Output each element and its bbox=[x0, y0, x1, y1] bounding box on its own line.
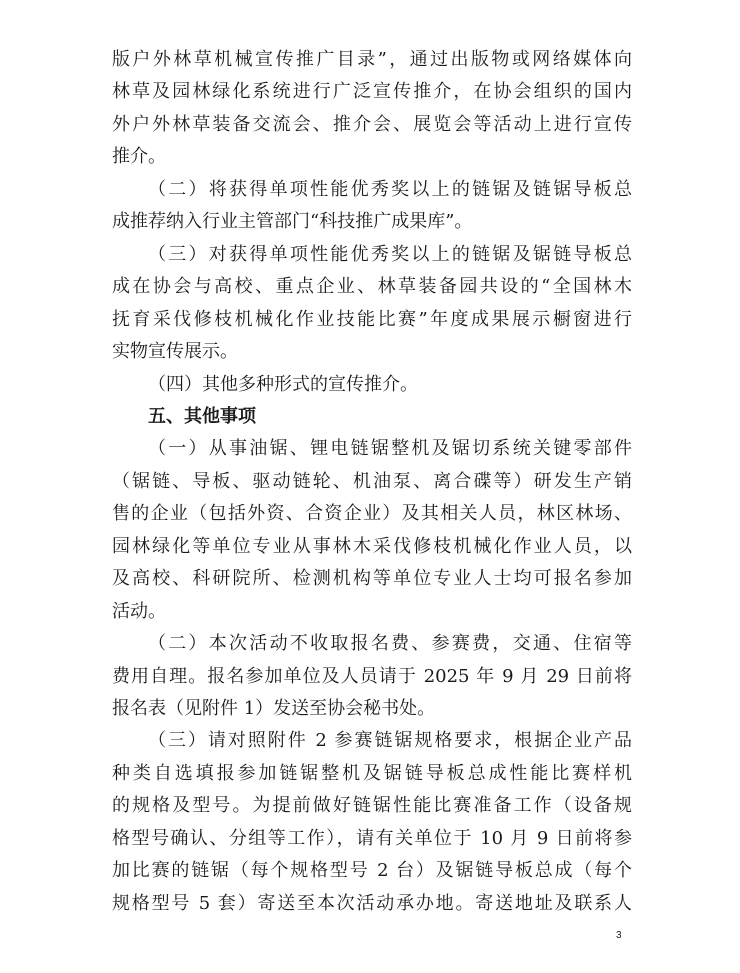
text-line: （二）本次活动不收取报名费、参赛费，交通、住宿等 bbox=[148, 633, 632, 654]
text-line: （三）请对照附件 2 参赛链锯规格要求，根据企业产品 bbox=[148, 730, 632, 751]
text-line: 抚育采伐修枝机械化作业技能比赛”年度成果展示橱窗进行 bbox=[112, 309, 632, 330]
text-line: 的规格及型号。为提前做好链锯性能比赛准备工作（设备规 bbox=[112, 795, 632, 816]
text-line: 外户外林草装备交流会、推介会、展览会等活动上进行宣传 bbox=[112, 114, 632, 135]
text-line: 版户外林草机械宣传推广目录”，通过出版物或网络媒体向 bbox=[112, 49, 632, 70]
text-line: 格型号确认、分组等工作），请有关单位于 10 月 9 日前将参 bbox=[112, 828, 632, 849]
text-line: 售的企业（包括外资、合资企业）及其相关人员，林区林场、 bbox=[112, 503, 632, 524]
page-number: 3 bbox=[616, 930, 622, 941]
text-line: 报名表（见附件 1）发送至协会秘书处。 bbox=[112, 698, 436, 719]
text-line: 成推荐纳入行业主管部门“科技推广成果库”。 bbox=[112, 211, 473, 232]
text-line: 活动。 bbox=[112, 601, 166, 622]
text-line: （锯链、导板、驱动链轮、机油泵、离合碟等）研发生产销 bbox=[112, 471, 632, 492]
text-line: 规格型号 5 套）寄送至本次活动承办地。寄送地址及联系人 bbox=[112, 893, 632, 914]
text-line: （四）其他多种形式的宣传推介。 bbox=[148, 374, 418, 395]
text-line: 加比赛的链锯（每个规格型号 2 台）及锯链导板总成（每个 bbox=[112, 860, 632, 881]
text-line: （一）从事油锯、锂电链锯整机及锯切系统关键零部件 bbox=[148, 438, 632, 459]
text-line: 推介。 bbox=[112, 146, 166, 167]
text-line: 种类自选填报参加链锯整机及锯链导板总成性能比赛样机 bbox=[112, 763, 632, 784]
text-line: 成在协会与高校、重点企业、林草装备园共设的“全国林木 bbox=[112, 276, 632, 297]
text-line: 实物宣传展示。 bbox=[112, 341, 238, 362]
text-line: （二）将获得单项性能优秀奖以上的链锯及链锯导板总 bbox=[148, 179, 632, 200]
text-line: 费用自理。报名参加单位及人员请于 2025 年 9 月 29 日前将 bbox=[112, 666, 632, 687]
text-line: 林草及园林绿化系统进行广泛宣传推介，在协会组织的国内 bbox=[112, 81, 632, 102]
text-line: 及高校、科研院所、检测机构等单位专业人士均可报名参加 bbox=[112, 568, 632, 589]
text-line: 园林绿化等单位专业从事林木采伐修枝机械化作业人员，以 bbox=[112, 536, 632, 557]
section-heading: 五、其他事项 bbox=[148, 406, 256, 427]
text-line: （三）对获得单项性能优秀奖以上的链锯及锯链导板总 bbox=[148, 244, 632, 265]
